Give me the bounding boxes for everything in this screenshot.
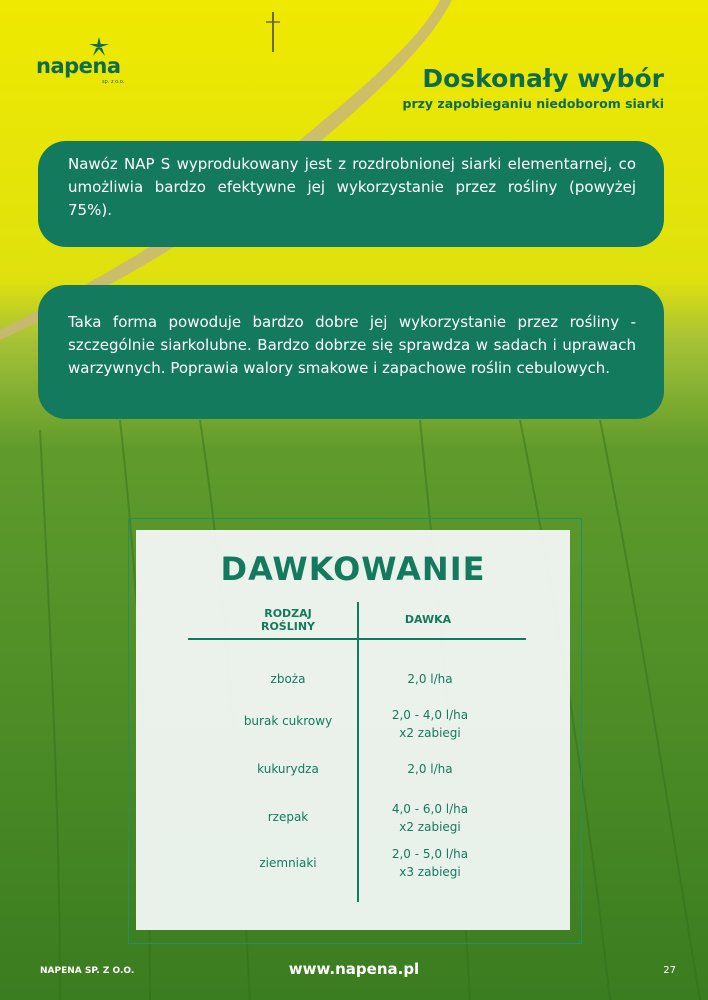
info-box-1: Nawóz NAP S wyprodukowany jest z rozdrobnionej siarki elementarnej, co umożliwia bardzo efektywne jej wykorzystanie przez rośliny (powyżej 75%). — [38, 141, 664, 247]
dose-amount: 2,0 l/ha — [407, 762, 453, 776]
dosage-table — [136, 530, 570, 930]
dosage-title: DAWKOWANIE — [220, 550, 486, 588]
table-cell-dose — [364, 706, 496, 742]
table-cell-plant: rzepak — [267, 810, 309, 824]
table-cell-plant: burak cukrowy — [243, 714, 333, 728]
info-box-2: Taka forma powoduje bardzo dobre jej wykorzystanie przez rośliny - szczególnie siarkolubne. Bardzo dobrze się sprawdza w sadach i uprawach warzywnych. Poprawia walory smakowe i zapachowe roślin cebulowych. — [38, 285, 664, 419]
table-cell-dose — [364, 800, 496, 836]
napena-logo — [36, 36, 146, 86]
brand-name: napena — [36, 54, 121, 78]
column-header-plant-line1: RODZAJ — [264, 607, 312, 620]
table-cell-dose — [364, 670, 496, 688]
page-title: Doskonały wybór — [422, 64, 664, 93]
page-subtitle: przy zapobieganiu niedoborom siarki — [402, 96, 664, 111]
dose-amount: 4,0 - 6,0 l/ha — [391, 802, 469, 816]
dose-amount: 2,0 - 4,0 l/ha — [391, 708, 469, 722]
dose-amount: 2,0 - 5,0 l/ha — [391, 847, 469, 861]
table-cell-plant: zboża — [270, 672, 306, 686]
dose-treatments: x2 zabiegi — [399, 726, 461, 740]
column-header-plant — [236, 607, 340, 633]
column-header-dose: DAWKA — [404, 613, 452, 626]
page-number: 27 — [663, 965, 676, 976]
table-cell-dose — [364, 760, 496, 778]
dose-treatments: x3 zabiegi — [399, 865, 461, 879]
table-cell-plant: ziemniaki — [259, 856, 317, 870]
table-cell-plant: kukurydza — [257, 762, 319, 776]
table-cell-dose — [364, 845, 496, 881]
dose-treatments: x2 zabiegi — [399, 820, 461, 834]
brand-suffix: sp. z o.o. — [102, 79, 125, 85]
page-heading — [403, 64, 664, 111]
dose-amount: 2,0 l/ha — [407, 672, 453, 686]
footer-website-link[interactable]: www.napena.pl — [288, 960, 420, 978]
column-header-plant-line2: ROŚLINY — [260, 620, 316, 633]
footer-company: NAPENA SP. Z O.O. — [40, 966, 135, 976]
